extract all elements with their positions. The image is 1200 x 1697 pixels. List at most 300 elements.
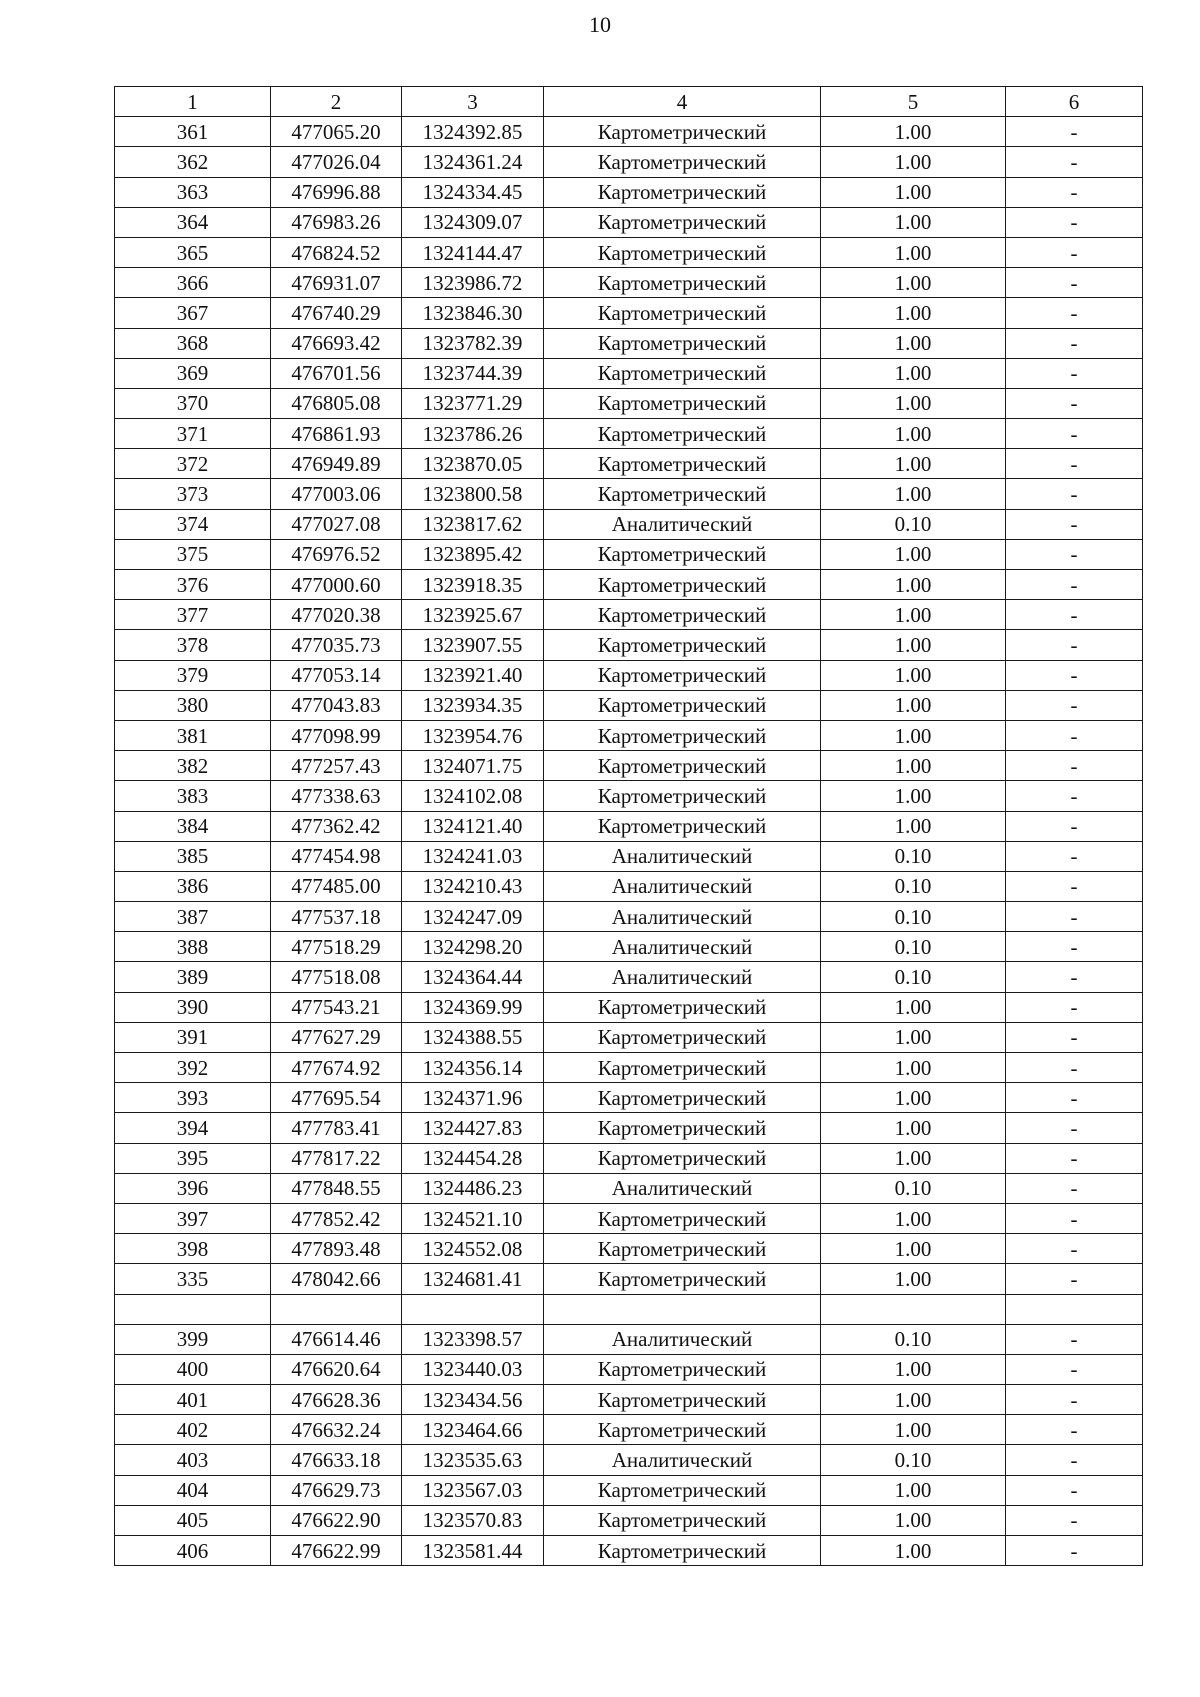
x-coordinate-cell: 477027.08	[271, 509, 402, 539]
note-cell: -	[1006, 1053, 1143, 1083]
accuracy-cell: 0.10	[821, 1445, 1006, 1475]
method-cell: Картометрический	[544, 1354, 821, 1384]
point-number-cell: 380	[115, 690, 271, 720]
method-cell: Картометрический	[544, 298, 821, 328]
table-row	[115, 600, 1143, 630]
method-cell: Аналитический	[544, 871, 821, 901]
x-coordinate-cell: 477852.42	[271, 1203, 402, 1233]
table-row	[115, 298, 1143, 328]
y-coordinate-cell: 1324486.23	[402, 1173, 544, 1203]
accuracy-cell: 1.00	[821, 298, 1006, 328]
accuracy-cell: 1.00	[821, 419, 1006, 449]
y-coordinate-cell: 1323934.35	[402, 690, 544, 720]
x-coordinate-cell: 477537.18	[271, 902, 402, 932]
point-number-cell: 378	[115, 630, 271, 660]
x-coordinate-cell: 477362.42	[271, 811, 402, 841]
note-cell: -	[1006, 1475, 1143, 1505]
x-coordinate-cell: 476805.08	[271, 388, 402, 418]
note-cell: -	[1006, 811, 1143, 841]
header-cell: 4	[544, 87, 821, 117]
method-cell: Картометрический	[544, 539, 821, 569]
method-cell	[544, 1294, 821, 1324]
table-header	[115, 87, 1143, 117]
y-coordinate-cell: 1324334.45	[402, 177, 544, 207]
x-coordinate-cell: 476931.07	[271, 268, 402, 298]
x-coordinate-cell: 477065.20	[271, 117, 402, 147]
accuracy-cell: 1.00	[821, 358, 1006, 388]
accuracy-cell: 1.00	[821, 268, 1006, 298]
table-row	[115, 147, 1143, 177]
note-cell: -	[1006, 177, 1143, 207]
note-cell: -	[1006, 449, 1143, 479]
x-coordinate-cell: 476693.42	[271, 328, 402, 358]
header-cell: 2	[271, 87, 402, 117]
x-coordinate-cell: 476620.64	[271, 1354, 402, 1384]
y-coordinate-cell: 1324364.44	[402, 962, 544, 992]
x-coordinate-cell: 477000.60	[271, 570, 402, 600]
method-cell: Картометрический	[544, 1203, 821, 1233]
point-number-cell: 370	[115, 388, 271, 418]
y-coordinate-cell: 1323567.03	[402, 1475, 544, 1505]
y-coordinate-cell: 1324392.85	[402, 117, 544, 147]
note-cell: -	[1006, 1354, 1143, 1384]
method-cell: Картометрический	[544, 268, 821, 298]
point-number-cell: 385	[115, 841, 271, 871]
accuracy-cell: 1.00	[821, 690, 1006, 720]
table-row	[115, 1203, 1143, 1233]
table-row	[115, 207, 1143, 237]
note-cell: -	[1006, 841, 1143, 871]
method-cell: Картометрический	[544, 811, 821, 841]
coordinates-table	[114, 86, 1143, 1566]
x-coordinate-cell: 476983.26	[271, 207, 402, 237]
point-number-cell: 368	[115, 328, 271, 358]
x-coordinate-cell: 477338.63	[271, 781, 402, 811]
accuracy-cell: 1.00	[821, 539, 1006, 569]
note-cell: -	[1006, 358, 1143, 388]
table-row	[115, 570, 1143, 600]
table-row	[115, 1113, 1143, 1143]
y-coordinate-cell: 1323744.39	[402, 358, 544, 388]
y-coordinate-cell: 1323464.66	[402, 1415, 544, 1445]
point-number-cell: 394	[115, 1113, 271, 1143]
accuracy-cell: 0.10	[821, 841, 1006, 871]
accuracy-cell: 1.00	[821, 237, 1006, 267]
x-coordinate-cell: 476622.90	[271, 1505, 402, 1535]
table-row	[115, 177, 1143, 207]
note-cell: -	[1006, 1264, 1143, 1294]
table-row	[115, 1143, 1143, 1173]
accuracy-cell: 1.00	[821, 720, 1006, 750]
accuracy-cell: 1.00	[821, 117, 1006, 147]
table-row	[115, 1294, 1143, 1324]
x-coordinate-cell: 476633.18	[271, 1445, 402, 1475]
header-cell: 6	[1006, 87, 1143, 117]
x-coordinate-cell: 477098.99	[271, 720, 402, 750]
note-cell: -	[1006, 268, 1143, 298]
x-coordinate-cell: 477518.08	[271, 962, 402, 992]
point-number-cell: 365	[115, 237, 271, 267]
table-row	[115, 1415, 1143, 1445]
point-number-cell: 392	[115, 1053, 271, 1083]
point-number-cell: 366	[115, 268, 271, 298]
table-row	[115, 720, 1143, 750]
point-number-cell: 383	[115, 781, 271, 811]
table-row	[115, 751, 1143, 781]
method-cell: Картометрический	[544, 1385, 821, 1415]
method-cell: Картометрический	[544, 237, 821, 267]
header-row	[115, 87, 1143, 117]
y-coordinate-cell: 1323570.83	[402, 1505, 544, 1535]
y-coordinate-cell: 1324241.03	[402, 841, 544, 871]
table-row	[115, 781, 1143, 811]
page-number: 10	[589, 12, 611, 37]
accuracy-cell: 1.00	[821, 570, 1006, 600]
x-coordinate-cell: 476740.29	[271, 298, 402, 328]
x-coordinate-cell: 477053.14	[271, 660, 402, 690]
x-coordinate-cell: 476629.73	[271, 1475, 402, 1505]
point-number-cell: 388	[115, 932, 271, 962]
y-coordinate-cell: 1323907.55	[402, 630, 544, 660]
point-number-cell: 371	[115, 419, 271, 449]
point-number-cell: 374	[115, 509, 271, 539]
method-cell: Картометрический	[544, 992, 821, 1022]
table-row	[115, 690, 1143, 720]
accuracy-cell: 1.00	[821, 781, 1006, 811]
method-cell: Картометрический	[544, 1475, 821, 1505]
x-coordinate-cell: 476622.99	[271, 1536, 402, 1566]
y-coordinate-cell: 1323817.62	[402, 509, 544, 539]
y-coordinate-cell: 1324309.07	[402, 207, 544, 237]
method-cell: Картометрический	[544, 117, 821, 147]
point-number-cell: 335	[115, 1264, 271, 1294]
method-cell: Картометрический	[544, 1536, 821, 1566]
method-cell: Картометрический	[544, 781, 821, 811]
note-cell: -	[1006, 781, 1143, 811]
x-coordinate-cell: 476628.36	[271, 1385, 402, 1415]
method-cell: Аналитический	[544, 962, 821, 992]
y-coordinate-cell: 1324361.24	[402, 147, 544, 177]
accuracy-cell: 1.00	[821, 1143, 1006, 1173]
y-coordinate-cell: 1324144.47	[402, 237, 544, 267]
method-cell: Аналитический	[544, 841, 821, 871]
point-number-cell	[115, 1294, 271, 1324]
point-number-cell: 362	[115, 147, 271, 177]
table-row	[115, 268, 1143, 298]
x-coordinate-cell: 476949.89	[271, 449, 402, 479]
point-number-cell: 405	[115, 1505, 271, 1535]
table-row	[115, 871, 1143, 901]
x-coordinate-cell: 477518.29	[271, 932, 402, 962]
y-coordinate-cell: 1323870.05	[402, 449, 544, 479]
method-cell: Аналитический	[544, 1324, 821, 1354]
x-coordinate-cell: 477454.98	[271, 841, 402, 871]
note-cell: -	[1006, 1234, 1143, 1264]
y-coordinate-cell: 1323986.72	[402, 268, 544, 298]
point-number-cell: 391	[115, 1022, 271, 1052]
y-coordinate-cell: 1324521.10	[402, 1203, 544, 1233]
table-row	[115, 358, 1143, 388]
table-row	[115, 1445, 1143, 1475]
note-cell: -	[1006, 328, 1143, 358]
point-number-cell: 396	[115, 1173, 271, 1203]
method-cell: Аналитический	[544, 509, 821, 539]
note-cell: -	[1006, 660, 1143, 690]
point-number-cell: 406	[115, 1536, 271, 1566]
y-coordinate-cell: 1323925.67	[402, 600, 544, 630]
method-cell: Картометрический	[544, 1053, 821, 1083]
table-row	[115, 992, 1143, 1022]
y-coordinate-cell: 1323398.57	[402, 1324, 544, 1354]
note-cell: -	[1006, 1505, 1143, 1535]
method-cell: Аналитический	[544, 1445, 821, 1475]
table-row	[115, 841, 1143, 871]
x-coordinate-cell: 478042.66	[271, 1264, 402, 1294]
point-number-cell: 397	[115, 1203, 271, 1233]
note-cell: -	[1006, 419, 1143, 449]
method-cell: Картометрический	[544, 1143, 821, 1173]
method-cell: Аналитический	[544, 902, 821, 932]
accuracy-cell: 0.10	[821, 902, 1006, 932]
method-cell: Картометрический	[544, 570, 821, 600]
note-cell: -	[1006, 1113, 1143, 1143]
accuracy-cell: 1.00	[821, 751, 1006, 781]
accuracy-cell: 0.10	[821, 1324, 1006, 1354]
method-cell: Картометрический	[544, 419, 821, 449]
method-cell: Картометрический	[544, 1083, 821, 1113]
method-cell: Аналитический	[544, 932, 821, 962]
note-cell: -	[1006, 1536, 1143, 1566]
accuracy-cell: 1.00	[821, 1536, 1006, 1566]
header-cell: 3	[402, 87, 544, 117]
note-cell: -	[1006, 147, 1143, 177]
x-coordinate-cell: 477848.55	[271, 1173, 402, 1203]
method-cell: Картометрический	[544, 1264, 821, 1294]
table-row	[115, 932, 1143, 962]
x-coordinate-cell: 477485.00	[271, 871, 402, 901]
x-coordinate-cell: 477003.06	[271, 479, 402, 509]
y-coordinate-cell: 1324298.20	[402, 932, 544, 962]
x-coordinate-cell: 477893.48	[271, 1234, 402, 1264]
note-cell: -	[1006, 600, 1143, 630]
method-cell: Картометрический	[544, 388, 821, 418]
note-cell: -	[1006, 1143, 1143, 1173]
accuracy-cell: 1.00	[821, 1475, 1006, 1505]
note-cell: -	[1006, 720, 1143, 750]
point-number-cell: 375	[115, 539, 271, 569]
x-coordinate-cell: 476996.88	[271, 177, 402, 207]
table-row	[115, 1385, 1143, 1415]
note-cell: -	[1006, 388, 1143, 418]
table-row	[115, 1505, 1143, 1535]
table-row	[115, 479, 1143, 509]
note-cell: -	[1006, 902, 1143, 932]
note-cell: -	[1006, 298, 1143, 328]
note-cell: -	[1006, 630, 1143, 660]
x-coordinate-cell: 477020.38	[271, 600, 402, 630]
table-row	[115, 328, 1143, 358]
x-coordinate-cell: 477783.41	[271, 1113, 402, 1143]
y-coordinate-cell: 1323581.44	[402, 1536, 544, 1566]
header-cell: 5	[821, 87, 1006, 117]
y-coordinate-cell: 1323535.63	[402, 1445, 544, 1475]
accuracy-cell: 1.00	[821, 1264, 1006, 1294]
x-coordinate-cell: 477043.83	[271, 690, 402, 720]
table-row	[115, 509, 1143, 539]
y-coordinate-cell: 1324388.55	[402, 1022, 544, 1052]
note-cell: -	[1006, 117, 1143, 147]
y-coordinate-cell: 1323440.03	[402, 1354, 544, 1384]
x-coordinate-cell: 476976.52	[271, 539, 402, 569]
y-coordinate-cell: 1324371.96	[402, 1083, 544, 1113]
table-row	[115, 539, 1143, 569]
y-coordinate-cell: 1324454.28	[402, 1143, 544, 1173]
y-coordinate-cell: 1323786.26	[402, 419, 544, 449]
table-row	[115, 1264, 1143, 1294]
accuracy-cell: 1.00	[821, 1234, 1006, 1264]
table-row	[115, 630, 1143, 660]
table-row	[115, 1173, 1143, 1203]
method-cell: Картометрический	[544, 1113, 821, 1143]
y-coordinate-cell: 1323895.42	[402, 539, 544, 569]
point-number-cell: 381	[115, 720, 271, 750]
accuracy-cell: 1.00	[821, 1385, 1006, 1415]
method-cell: Картометрический	[544, 1022, 821, 1052]
accuracy-cell: 1.00	[821, 328, 1006, 358]
table-row	[115, 237, 1143, 267]
table-row	[115, 811, 1143, 841]
point-number-cell: 387	[115, 902, 271, 932]
method-cell: Картометрический	[544, 328, 821, 358]
note-cell: -	[1006, 962, 1143, 992]
point-number-cell: 377	[115, 600, 271, 630]
x-coordinate-cell: 476614.46	[271, 1324, 402, 1354]
note-cell: -	[1006, 690, 1143, 720]
point-number-cell: 404	[115, 1475, 271, 1505]
point-number-cell: 390	[115, 992, 271, 1022]
y-coordinate-cell: 1324121.40	[402, 811, 544, 841]
x-coordinate-cell: 477026.04	[271, 147, 402, 177]
point-number-cell: 402	[115, 1415, 271, 1445]
method-cell: Картометрический	[544, 720, 821, 750]
point-number-cell: 363	[115, 177, 271, 207]
accuracy-cell: 1.00	[821, 1083, 1006, 1113]
accuracy-cell: 1.00	[821, 630, 1006, 660]
point-number-cell: 373	[115, 479, 271, 509]
y-coordinate-cell: 1324681.41	[402, 1264, 544, 1294]
method-cell: Картометрический	[544, 177, 821, 207]
accuracy-cell: 1.00	[821, 207, 1006, 237]
x-coordinate-cell: 477817.22	[271, 1143, 402, 1173]
point-number-cell: 384	[115, 811, 271, 841]
point-number-cell: 386	[115, 871, 271, 901]
table-row	[115, 1536, 1143, 1566]
accuracy-cell: 1.00	[821, 1022, 1006, 1052]
x-coordinate-cell: 476824.52	[271, 237, 402, 267]
table-body	[115, 117, 1143, 1566]
y-coordinate-cell: 1324071.75	[402, 751, 544, 781]
note-cell: -	[1006, 237, 1143, 267]
method-cell: Картометрический	[544, 207, 821, 237]
accuracy-cell: 1.00	[821, 147, 1006, 177]
method-cell: Картометрический	[544, 660, 821, 690]
method-cell: Картометрический	[544, 630, 821, 660]
accuracy-cell: 1.00	[821, 600, 1006, 630]
accuracy-cell: 1.00	[821, 1354, 1006, 1384]
method-cell: Картометрический	[544, 147, 821, 177]
y-coordinate-cell: 1324210.43	[402, 871, 544, 901]
point-number-cell: 400	[115, 1354, 271, 1384]
note-cell: -	[1006, 1445, 1143, 1475]
accuracy-cell: 1.00	[821, 1203, 1006, 1233]
y-coordinate-cell: 1324247.09	[402, 902, 544, 932]
point-number-cell: 399	[115, 1324, 271, 1354]
table-row	[115, 1324, 1143, 1354]
y-coordinate-cell: 1323782.39	[402, 328, 544, 358]
method-cell: Картометрический	[544, 690, 821, 720]
method-cell: Картометрический	[544, 358, 821, 388]
accuracy-cell: 1.00	[821, 388, 1006, 418]
accuracy-cell: 1.00	[821, 479, 1006, 509]
method-cell: Картометрический	[544, 1415, 821, 1445]
y-coordinate-cell: 1323846.30	[402, 298, 544, 328]
x-coordinate-cell: 476861.93	[271, 419, 402, 449]
table-row	[115, 1475, 1143, 1505]
table-row	[115, 1022, 1143, 1052]
point-number-cell: 369	[115, 358, 271, 388]
accuracy-cell: 1.00	[821, 811, 1006, 841]
note-cell: -	[1006, 1203, 1143, 1233]
table-row	[115, 1053, 1143, 1083]
x-coordinate-cell: 477543.21	[271, 992, 402, 1022]
table-row	[115, 449, 1143, 479]
y-coordinate-cell: 1324356.14	[402, 1053, 544, 1083]
method-cell: Картометрический	[544, 449, 821, 479]
point-number-cell: 367	[115, 298, 271, 328]
accuracy-cell: 1.00	[821, 992, 1006, 1022]
y-coordinate-cell	[402, 1294, 544, 1324]
method-cell: Картометрический	[544, 1505, 821, 1535]
note-cell: -	[1006, 509, 1143, 539]
note-cell: -	[1006, 871, 1143, 901]
point-number-cell: 361	[115, 117, 271, 147]
note-cell: -	[1006, 751, 1143, 781]
y-coordinate-cell: 1323954.76	[402, 720, 544, 750]
x-coordinate-cell	[271, 1294, 402, 1324]
note-cell: -	[1006, 1173, 1143, 1203]
point-number-cell: 398	[115, 1234, 271, 1264]
note-cell: -	[1006, 932, 1143, 962]
table-row	[115, 117, 1143, 147]
accuracy-cell: 0.10	[821, 509, 1006, 539]
y-coordinate-cell: 1323434.56	[402, 1385, 544, 1415]
table-row	[115, 962, 1143, 992]
note-cell: -	[1006, 1022, 1143, 1052]
point-number-cell: 372	[115, 449, 271, 479]
note-cell: -	[1006, 539, 1143, 569]
x-coordinate-cell: 477627.29	[271, 1022, 402, 1052]
accuracy-cell: 0.10	[821, 871, 1006, 901]
x-coordinate-cell: 477257.43	[271, 751, 402, 781]
method-cell: Картометрический	[544, 751, 821, 781]
y-coordinate-cell: 1324102.08	[402, 781, 544, 811]
point-number-cell: 379	[115, 660, 271, 690]
accuracy-cell	[821, 1294, 1006, 1324]
method-cell: Картометрический	[544, 600, 821, 630]
accuracy-cell: 1.00	[821, 660, 1006, 690]
x-coordinate-cell: 476701.56	[271, 358, 402, 388]
method-cell: Картометрический	[544, 479, 821, 509]
